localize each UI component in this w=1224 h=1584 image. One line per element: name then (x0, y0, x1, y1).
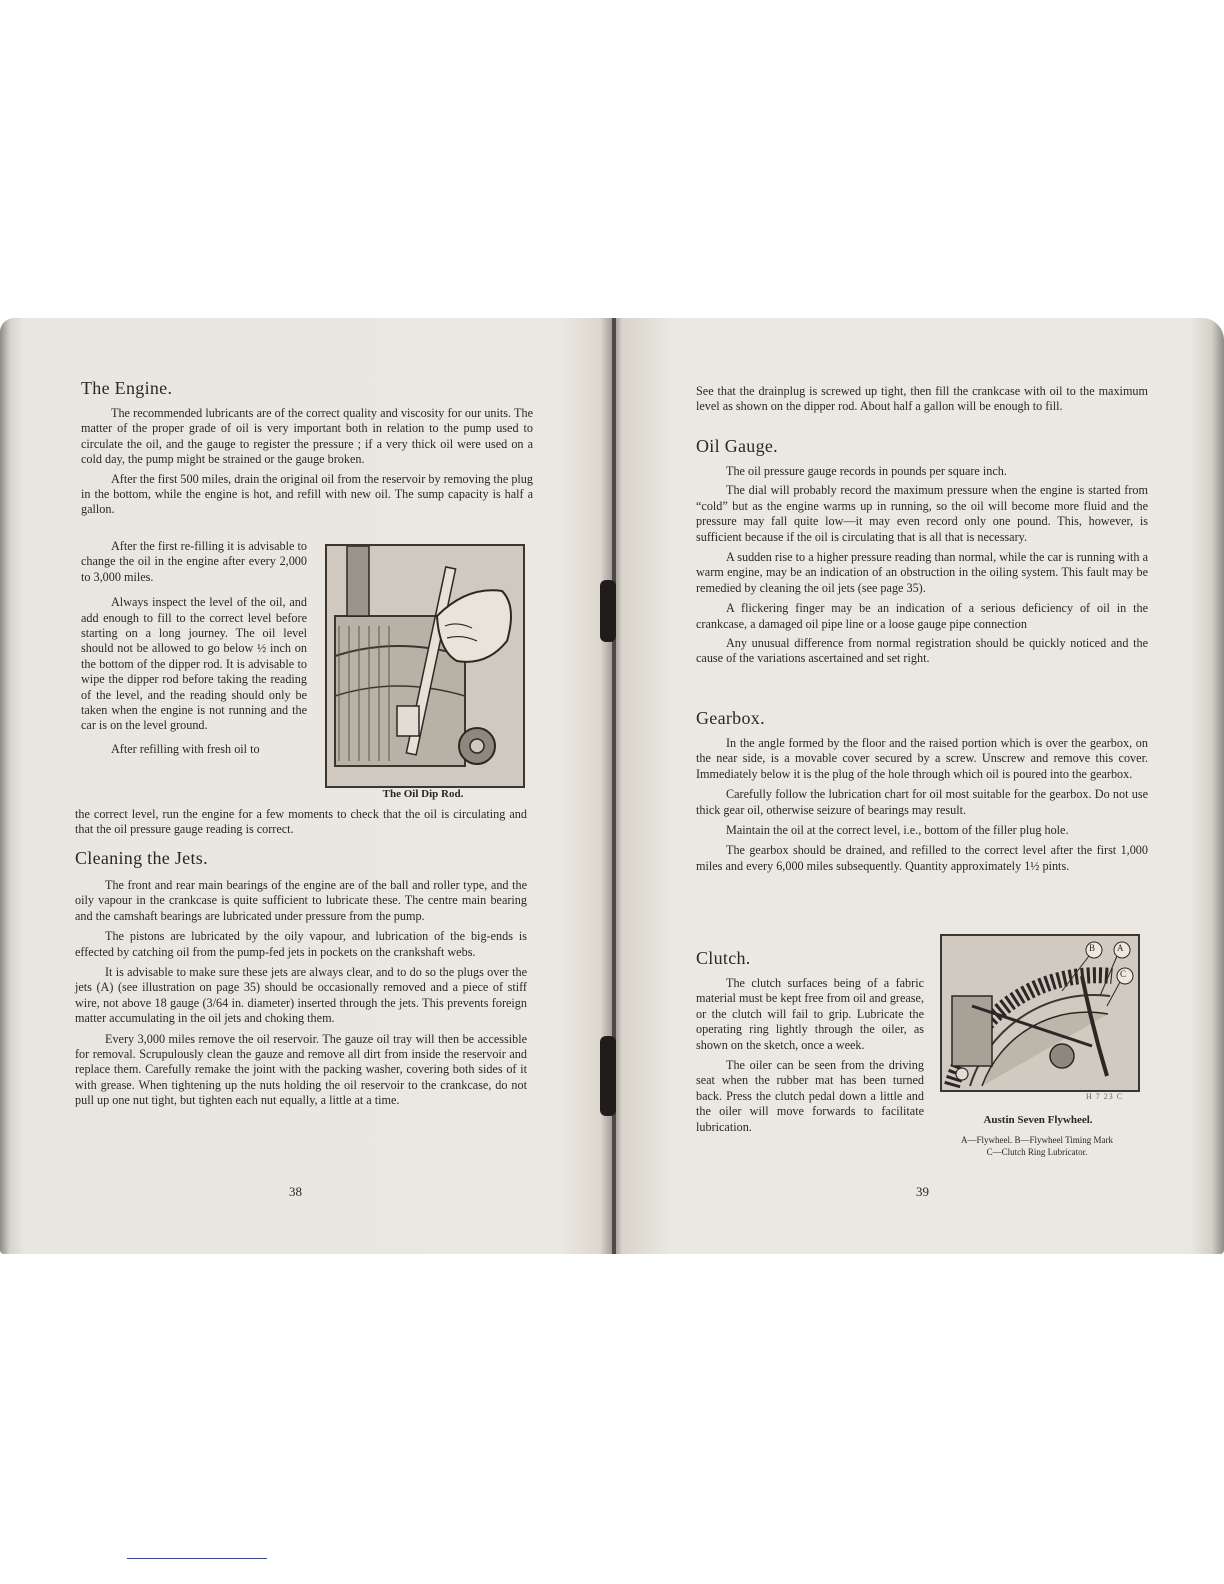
paragraph: The oiler can be seen from the driving seat when the rubber mat has been turned back. Press the clutch pedal down a little and the oiler will move forwards to facilitate lubrication. (696, 1058, 924, 1134)
paragraph: The gearbox should be drained, and refilled to the correct level after the first 1,000 miles and every 6,000 miles subsequently. Quantity approximately 1½ pints. (696, 843, 1148, 873)
engine-text (81, 406, 533, 518)
figure-code: H 7 23 C (1086, 1092, 1124, 1101)
footer-link-underline[interactable] (127, 1558, 267, 1559)
jets-heading: Cleaning the Jets. (75, 848, 208, 868)
page-number: 38 (289, 1184, 302, 1199)
page-number: 39 (916, 1184, 929, 1199)
clutch-heading: Clutch. (696, 948, 751, 968)
paragraph: the correct level, run the engine for a few moments to check that the oil is circulating and that the oil pressure gauge reading is correct. (75, 807, 527, 837)
paragraph: Always inspect the level of the oil, and add enough to fill to the correct level before starting on a long journey. The oil level should not be allowed to go below ½ inch on the bottom of the dipper rod. It is advisable to wipe the dipper rod before taking the reading of the level, and the reading should only be taken when the engine is not running and the car is on the level ground. (81, 595, 307, 733)
figure-caption: Austin Seven Flywheel. (983, 1114, 1093, 1126)
marker-c-label: C (1120, 969, 1127, 979)
paragraph: Maintain the oil at the correct level, i.e., bottom of the filler plug hole. (726, 823, 1069, 838)
jets-text (75, 878, 527, 1109)
paragraph: In the angle formed by the floor and the raised portion which is over the gearbox, on the near side, is a movable cover secured by a screw. Unscrew and remove this cover. Immediately below it is the plug of the hole through which oil is poured into the gearbox. (696, 736, 1148, 781)
paragraph: It is advisable to make sure these jets are always clear, and to do so the plugs over the jets (A) (see illustration on page 35) should be occasionally removed and a piece of stiff wire, not above 18 gauge (3/64 in. diameter) inserted through the jets. This prevents foreign matter accumulating in the oil jets and choking them. (75, 965, 527, 1026)
paragraph: Carefully follow the lubrication chart for oil most suitable for the gearbox. Do not use thick gear oil, otherwise seizure of bearings may result. (696, 787, 1148, 817)
paragraph: A sudden rise to a higher pressure reading than normal, while the car is running with a warm engine, may be an indication of an obstruction in the oiling system. This fault may be remedied by cleaning the oil jets (see page 35). (696, 550, 1148, 595)
marker-a-label: A (1117, 943, 1124, 953)
left-page (75, 318, 535, 1254)
paragraph: Every 3,000 miles remove the oil reservoir. The gauze oil tray will then be accessible for removal. Scrupulously clean the gauze and remove all dirt from inside the reservoir and replace them. Carefully remake the joint with the packing washer, covering both sides of it with grease. When tightening up the nuts holding the oil reservoir to the crankcase, do not pull up one nut tight, but tighten each nut equally, a little at a time. (75, 1031, 527, 1108)
gearbox-heading: Gearbox. (696, 708, 765, 728)
paragraph: After the first 500 miles, drain the original oil from the reservoir by removing the plug in the bottom, while the engine is hot, and refill with new oil. The sump capacity is half a gallon. (81, 471, 533, 517)
dip-rod-drawing (327, 546, 523, 786)
legend-line: C—Clutch Ring Lubricator. (986, 1147, 1088, 1157)
oil-level-text (81, 539, 307, 757)
clutch-text (696, 976, 924, 1135)
binding-mark (600, 1036, 616, 1116)
paragraph: After the first re-filling it is advisable to change the oil in the engine after every 2,000 to 3,000 miles. (81, 539, 307, 584)
paragraph: Any unusual difference from normal registration should be quickly noticed and the cause of the variations ascertained and set right. (696, 636, 1148, 666)
right-page (696, 318, 1148, 1254)
figure-legend (926, 1134, 1148, 1158)
binding-mark (600, 580, 616, 642)
paragraph: The recommended lubricants are of the correct quality and viscosity for our units. The matter of the proper grade of oil is very important both in relation to the pump used to circulate the oil, and the gauge to register the pressure ; if a very thick oil were used on a cold day, the pump might be strained or the gauge broken. (81, 406, 533, 467)
paragraph: The pistons are lubricated by the oily vapour, and lubrication of the big-ends is effected by catching oil from the pump-fed jets in pockets on the crankshaft webs. (75, 929, 527, 959)
gauge-heading: Oil Gauge. (696, 436, 778, 456)
legend-line: A—Flywheel. B—Flywheel Timing Mark (960, 1135, 1113, 1145)
engine-heading: The Engine. (81, 378, 173, 398)
paragraph: The clutch surfaces being of a fabric material must be kept free from oil and grease, or the clutch will fail to grip. Lubricate the operating ring lightly through the oiler, as shown on the sketch, once a week. (696, 976, 924, 1052)
gauge-text (696, 464, 1148, 667)
gearbox-text (696, 736, 1148, 874)
figure-caption: The Oil Dip Rod. (382, 788, 464, 800)
paragraph: See that the drainplug is screwed up tight, then fill the crankcase with oil to the maximum level as shown on the dipper rod. About half a gallon will be enough to fill. (696, 384, 1148, 414)
book-spread (0, 318, 1224, 1254)
paragraph: The oil pressure gauge records in pounds per square inch. (726, 464, 1007, 478)
paragraph: The dial will probably record the maximum pressure when the engine is started from “cold” but as the engine warms up in running, so the oil will become more fluid and the pressure may fall quite low—it may even record only one pound. This, however, is sufficient because if the oil is circulating that is all that is necessary. (696, 483, 1148, 544)
flywheel-illustration (940, 934, 1140, 1092)
paragraph: After refilling with fresh oil to (111, 741, 260, 756)
refill-text (75, 807, 527, 838)
paragraph: The front and rear main bearings of the engine are of the ball and roller type, and the oily vapour in the crankcase is quite sufficient to lubricate these. The centre main bearing and the camshaft bearings are lubricated under pressure from the pump. (75, 878, 527, 923)
flywheel-drawing (942, 936, 1138, 1090)
marker-b-label: B (1089, 943, 1096, 953)
oil-dip-rod-illustration (325, 544, 525, 788)
drainplug-text (696, 384, 1148, 415)
paragraph: A flickering finger may be an indication of a serious deficiency of oil in the crankcase, a damaged oil pipe line or a loose gauge pipe connection (696, 601, 1148, 631)
